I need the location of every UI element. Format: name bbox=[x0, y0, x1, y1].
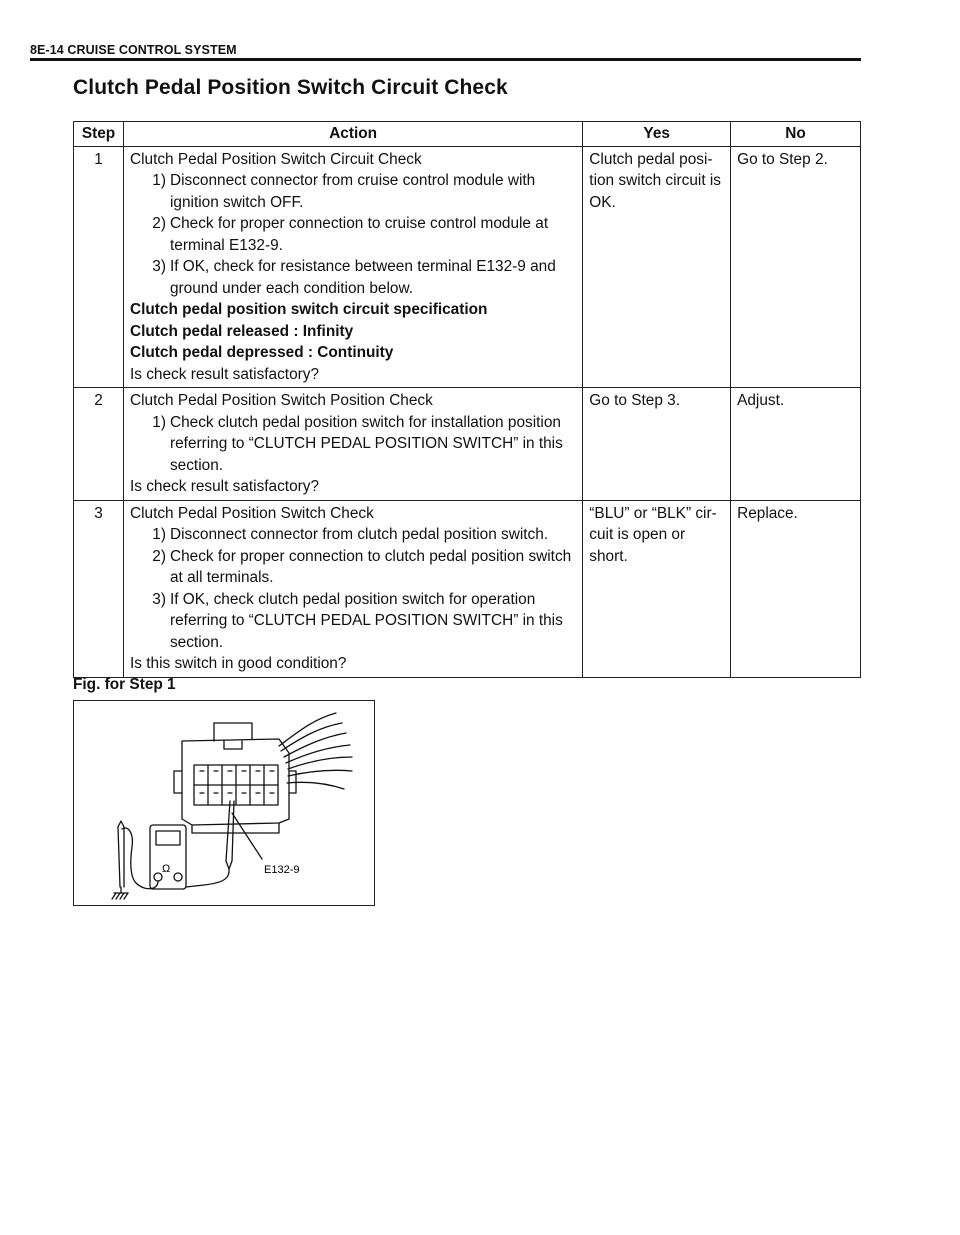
yes-cell: Clutch pedal posi-tion switch circuit is OK. bbox=[583, 146, 731, 388]
substep-text: Disconnect connector from clutch pedal position switch. bbox=[169, 526, 549, 543]
figure-caption: Fig. for Step 1 bbox=[73, 676, 176, 693]
test-probe bbox=[186, 801, 234, 887]
spec-depressed: Clutch pedal depressed : Continuity bbox=[129, 344, 394, 361]
action-cell bbox=[123, 146, 582, 388]
no-cell: Replace. bbox=[731, 500, 861, 677]
substep bbox=[130, 213, 576, 256]
substep bbox=[130, 589, 576, 654]
substep-text: Check for proper connection to clutch pedal position switch at all terminals. bbox=[169, 547, 572, 586]
action-title: Clutch Pedal Position Switch Check bbox=[129, 504, 374, 522]
check-question: Is this switch in good condition? bbox=[129, 655, 347, 672]
substep-number: 2) bbox=[152, 215, 166, 232]
figure-step-1 bbox=[73, 700, 375, 906]
diagnostic-table bbox=[73, 121, 861, 678]
step-number: 2 bbox=[74, 388, 124, 501]
yes-cell: “BLU” or “BLK” cir-cuit is open or short. bbox=[583, 500, 731, 677]
check-question: Is check result satisfactory? bbox=[129, 478, 320, 495]
column-header-yes: Yes bbox=[583, 122, 731, 147]
action-cell bbox=[123, 500, 582, 677]
spec-released: Clutch pedal released : Infinity bbox=[129, 322, 354, 340]
substep-number: 1) bbox=[152, 172, 166, 189]
no-cell: Go to Step 2. bbox=[731, 146, 861, 388]
substep-number: 1) bbox=[152, 413, 166, 431]
substep bbox=[130, 412, 576, 477]
spec-heading: Clutch pedal position switch circuit specification bbox=[129, 301, 488, 318]
step-number: 3 bbox=[74, 500, 124, 677]
callout-leader bbox=[232, 813, 262, 859]
yes-cell: Go to Step 3. bbox=[583, 388, 731, 501]
substep-number: 2) bbox=[152, 547, 166, 565]
action-cell bbox=[123, 388, 582, 501]
substep-list bbox=[130, 170, 576, 299]
substep-list bbox=[130, 412, 576, 477]
multimeter-icon bbox=[150, 825, 186, 889]
substep-list bbox=[130, 524, 576, 653]
table-row bbox=[74, 146, 861, 388]
substep-number: 3) bbox=[152, 590, 166, 608]
running-head: 8E-14 CRUISE CONTROL SYSTEM bbox=[30, 43, 237, 57]
terminal-callout-label: E132-9 bbox=[264, 864, 300, 876]
section-title: Clutch Pedal Position Switch Circuit Check bbox=[73, 76, 508, 99]
substep bbox=[130, 256, 576, 299]
ground-icon bbox=[112, 893, 128, 899]
step-number: 1 bbox=[74, 146, 124, 388]
substep-text: If OK, check for resistance between terminal E132-9 and ground under each condition below. bbox=[169, 258, 556, 297]
substep-text: Check for proper connection to cruise control module at terminal E132-9. bbox=[169, 215, 549, 254]
header-rule bbox=[30, 58, 861, 61]
substep-text: If OK, check clutch pedal position switch for operation referring to “CLUTCH PEDAL POSITION SWITCH” in this section. bbox=[169, 590, 563, 651]
connector-test-illustration bbox=[74, 701, 374, 905]
column-header-no: No bbox=[731, 122, 861, 147]
check-question: Is check result satisfactory? bbox=[129, 365, 320, 383]
action-title: Clutch Pedal Position Switch Position Check bbox=[129, 392, 433, 409]
ohm-symbol: Ω bbox=[162, 863, 171, 875]
substep-text: Disconnect connector from cruise control module with ignition switch OFF. bbox=[169, 172, 536, 211]
substep bbox=[130, 524, 576, 546]
substep-number: 1) bbox=[152, 526, 166, 543]
action-title: Clutch Pedal Position Switch Circuit Check bbox=[129, 150, 422, 168]
substep bbox=[130, 170, 576, 213]
substep bbox=[130, 546, 576, 589]
no-cell: Adjust. bbox=[731, 388, 861, 501]
table-header-row bbox=[74, 122, 861, 147]
substep-text: Check clutch pedal position switch for installation position referring to “CLUTCH PEDAL POSITION SWITCH” in this section. bbox=[169, 413, 563, 474]
table-row bbox=[74, 388, 861, 501]
wire-harness bbox=[279, 713, 352, 789]
ground-probe bbox=[118, 821, 158, 893]
table-row bbox=[74, 500, 861, 677]
column-header-step: Step bbox=[74, 122, 124, 147]
column-header-action: Action bbox=[123, 122, 582, 147]
substep-number: 3) bbox=[152, 258, 166, 275]
